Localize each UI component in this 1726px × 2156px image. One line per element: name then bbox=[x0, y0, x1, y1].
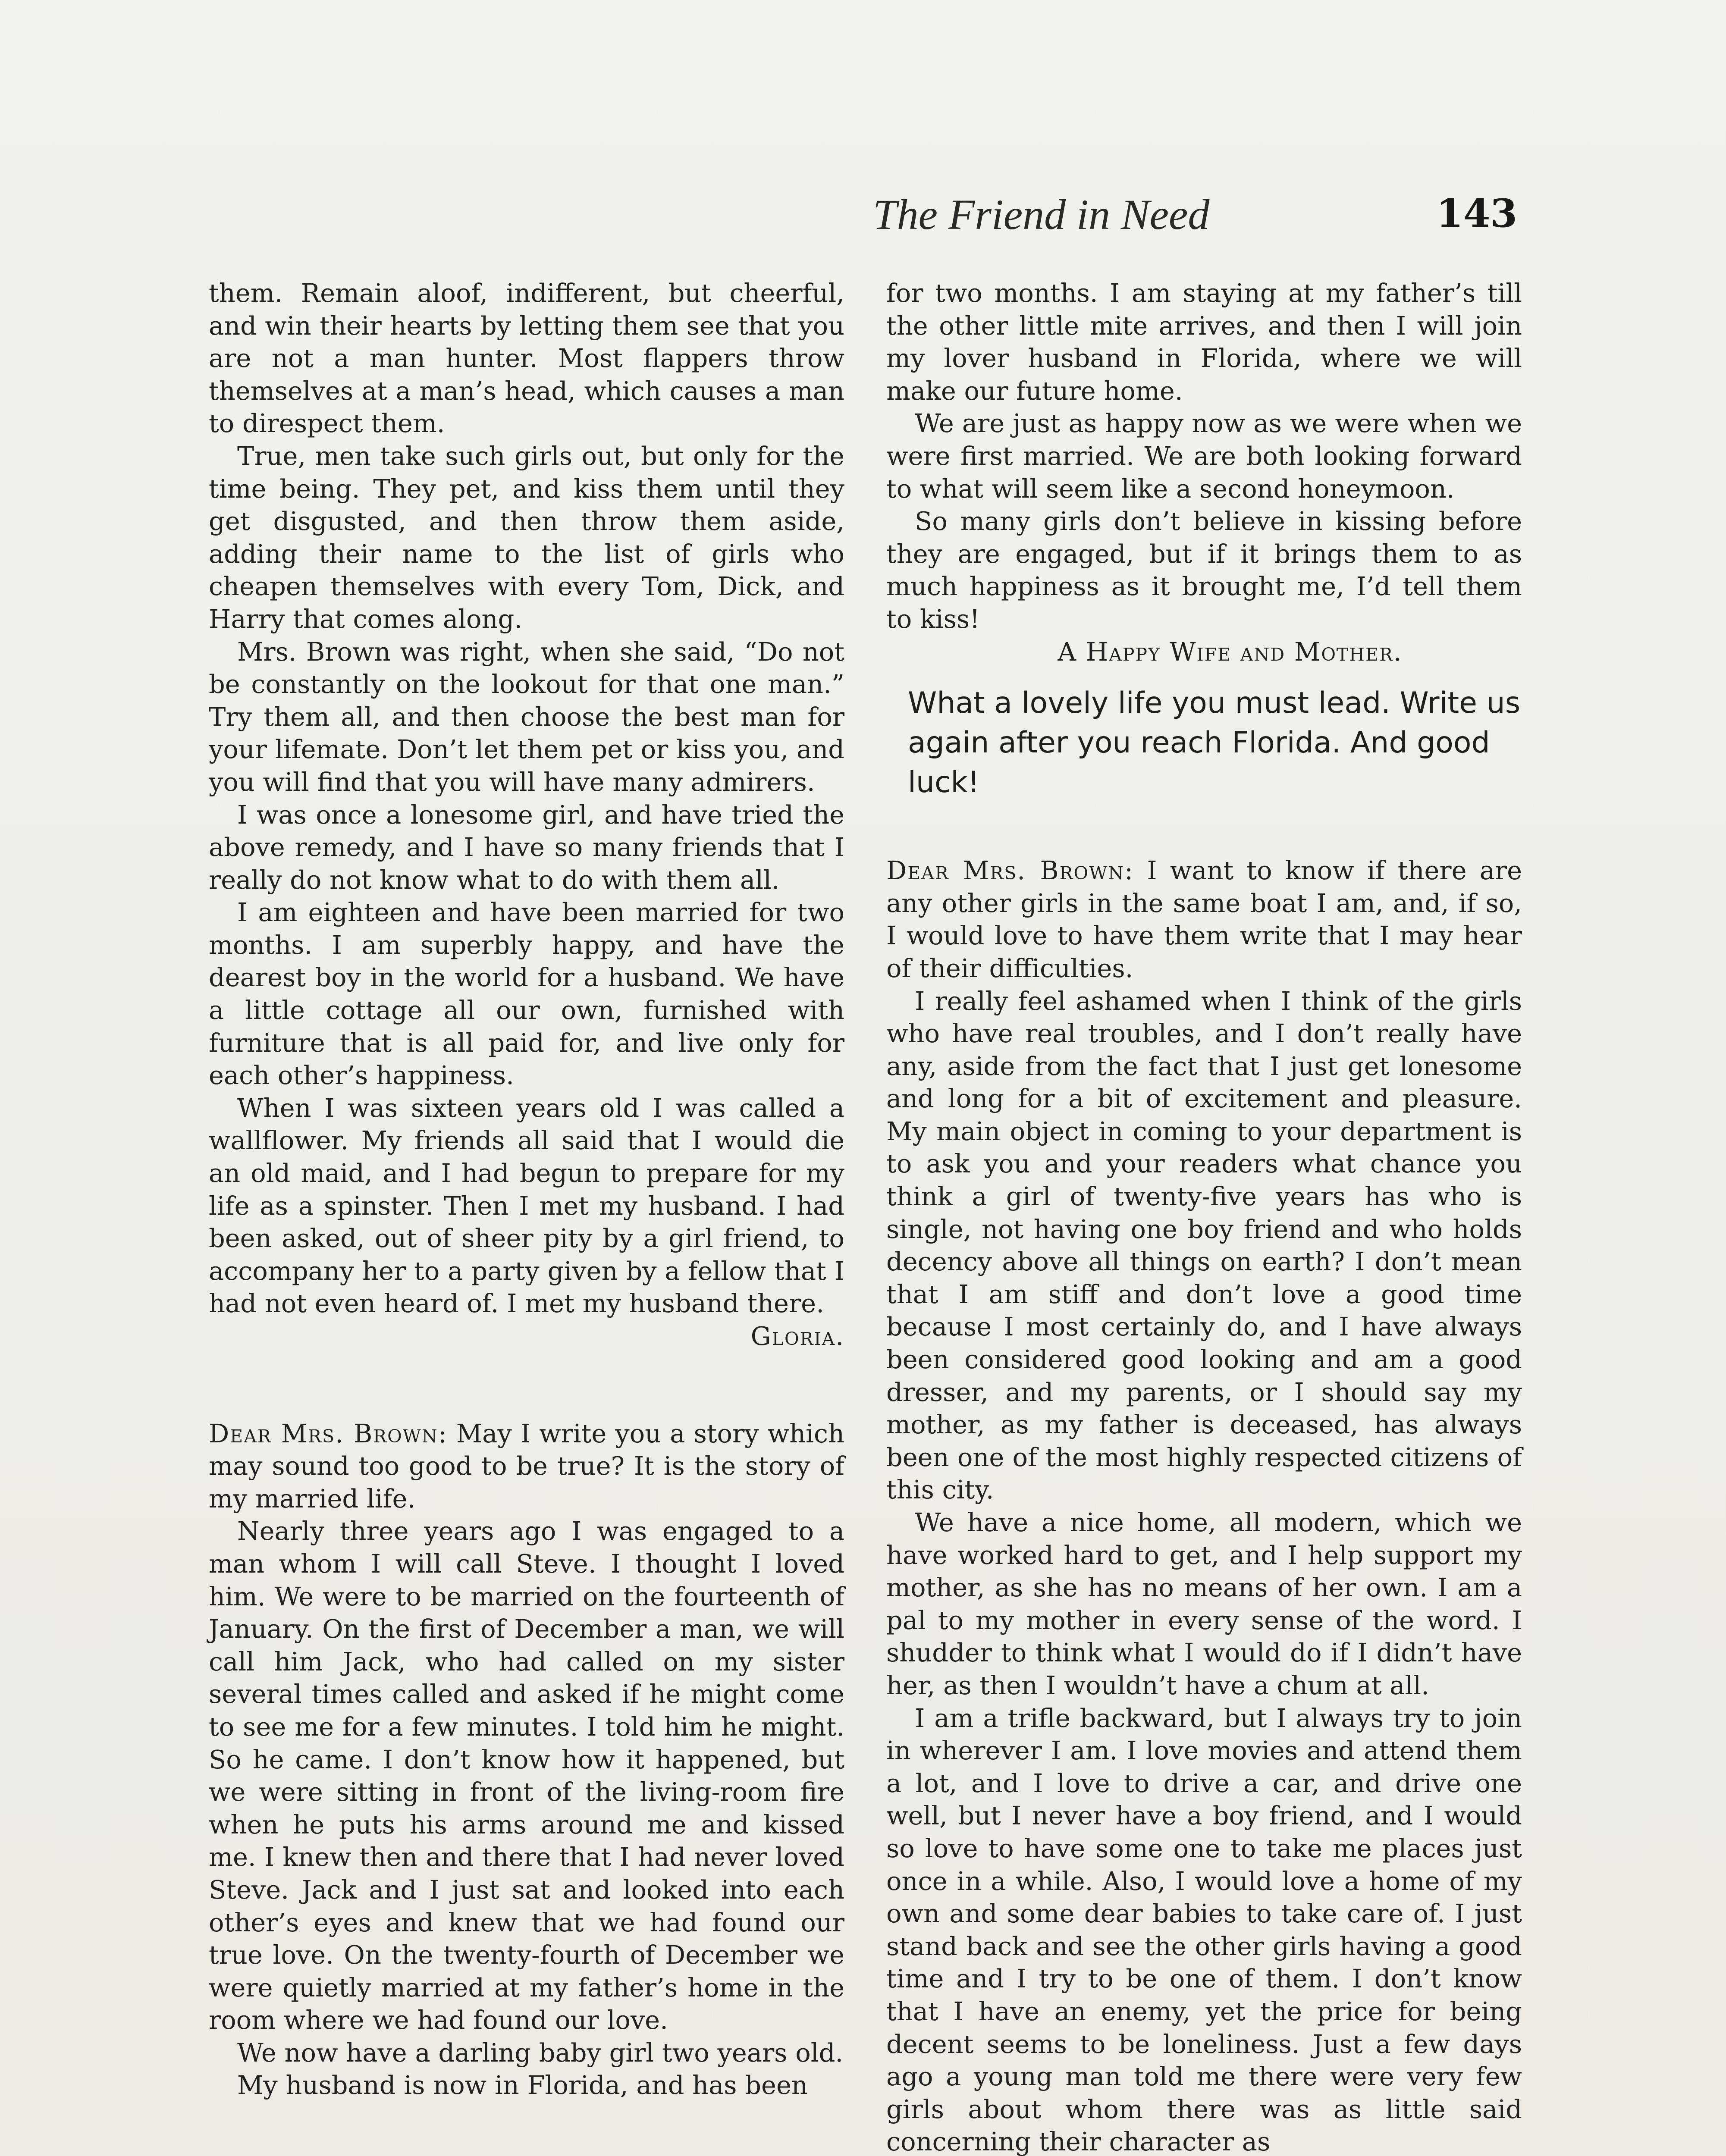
letter-separator bbox=[209, 1353, 844, 1417]
paragraph: We have a nice home, all modern, which we have worked hard to get, and I help support my mother, as she has no means of her own. I am a pal to my mother in every sense of the word. I shudder to think what I would do if I didn’t have her, as then I wouldn’t have a chum at all. bbox=[886, 1507, 1522, 1700]
paragraph: My husband is now in Florida, and has been bbox=[237, 2070, 808, 2100]
paragraph: We now have a darling baby girl two years old. bbox=[237, 2037, 844, 2068]
paragraph: I am eighteen and have been married for two months. I am superbly happy, and have the dearest boy in the world for a husband. We have a little cottage all our own, furnished with furniture that is all paid for, and live only for each other’s happiness. bbox=[209, 897, 844, 1091]
left-column bbox=[209, 277, 844, 2102]
opening-text: I want to know if there are any other girls in the same boat I am, and, if so, I would love to have them write that I may hear of their difficulties. bbox=[886, 856, 1522, 983]
page-header bbox=[209, 190, 1517, 267]
paragraph: So many girls don’t believe in kissing before they are engaged, but if it brings them to as much happiness as it brought me, I’d tell them to kiss! bbox=[886, 506, 1522, 634]
paragraph: them. Remain aloof, indifferent, but cheerful, and win their hearts by letting them see that you are not a man hunter. Most flappers throw themselves at a man’s head, which causes a man to direspect them. bbox=[209, 278, 844, 439]
letter-separator bbox=[886, 802, 1522, 854]
paragraph: When I was sixteen years old I was called a wallflower. My friends all said that I would die an old maid, and I had begun to prepare for my life as a spinster. Then I met my husband. I had been asked, out of sheer pity by a girl friend, to accompany her to a party given by a fellow that I had not even heard of. I met my husband there. bbox=[209, 1093, 844, 1319]
paragraph: We are just as happy now as we were when we were first married. We are both looking forward to what will seem like a second honeymoon. bbox=[886, 408, 1522, 504]
letter-signature: A Happy Wife and Mother. bbox=[1058, 636, 1403, 667]
paragraph: Mrs. Brown was right, when she said, “Do not be constantly on the lookout for that one man.” Try them all, and then choose the best man for your lifemate. Don’t let them pet or kiss you, and you will find that you will have many admirers. bbox=[209, 636, 844, 797]
letter-opening bbox=[209, 1417, 844, 1515]
letter-opening bbox=[886, 854, 1522, 984]
editor-reply: What a lovely life you must lead. Write us again after you reach Florida. And good luck! bbox=[908, 686, 1521, 800]
right-column bbox=[886, 277, 1522, 2156]
paragraph: I was once a lonesome girl, and have tried the above remedy, and I have so many friends that I really do not know what to do with them all. bbox=[209, 799, 844, 895]
salutation: Dear Mrs. Brown: bbox=[886, 856, 1134, 886]
page-number: 143 bbox=[1436, 191, 1517, 236]
salutation: Dear Mrs. Brown: bbox=[209, 1418, 448, 1448]
running-title: The Friend in Need bbox=[873, 191, 1210, 238]
opening-text: May I write you a story which may sound too good to be true? It is the story of my married life. bbox=[209, 1418, 844, 1514]
paragraph: True, men take such girls out, but only for the time being. They pet, and kiss them until they get disgusted, and then throw them aside, adding their name to the list of girls who cheapen themselves with every Tom, Dick, and Harry that comes along. bbox=[209, 441, 844, 634]
paragraph: Nearly three years ago I was engaged to a man whom I will call Steve. I thought I loved him. We were to be married on the fourteenth of January. On the first of December a man, we will call him Jack, who had called on my sister several times called and asked if he might come to see me for a few minutes. I told him he might. So he came. I don’t know how it happened, but we were sitting in front of the living-room fire when he puts his arms around me and kissed me. I knew then and there that I had never loved Steve. Jack and I just sat and looked into each other’s eyes and knew that we had found our true love. On the twenty-fourth of December we were quietly married at my father’s home in the room where we had found our love. bbox=[209, 1516, 844, 2035]
letter-signature: Gloria. bbox=[750, 1321, 844, 1351]
paragraph: I really feel ashamed when I think of the girls who have real troubles, and I don’t really have any, aside from the fact that I just get lonesome and long for a bit of excitement and pleasure. My main object in coming to your department is to ask you and your readers what chance you think a girl of twenty-five years has who is single, not having one boy friend and who holds decency above all things on earth? I don’t mean that I am stiff and don’t love a good time because I most certainly do, and I have always been considered good looking and am a good dresser, and my parents, or I should say my mother, as my father is deceased, has always been one of the most highly respected citizens of this city. bbox=[886, 986, 1522, 1505]
paragraph: for two months. I am staying at my father’s till the other little mite arrives, and then I will join my lover husband in Florida, where we will make our future home. bbox=[886, 278, 1522, 406]
paragraph: I am a trifle backward, but I always try to join in wherever I am. I love movies and attend them a lot, and I love to drive a car, and drive one well, but I never have a boy friend, and I would so love to have some one to take me places just once in a while. Also, I would love a home of my own and some dear babies to take care of. I just stand back and see the other girls having a good time and I try to be one of them. I don’t know that I have an enemy, yet the price for being decent seems to be loneliness. Just a few days ago a young man told me there were very few girls about whom there was as little said concerning their character as bbox=[886, 1703, 1522, 2156]
